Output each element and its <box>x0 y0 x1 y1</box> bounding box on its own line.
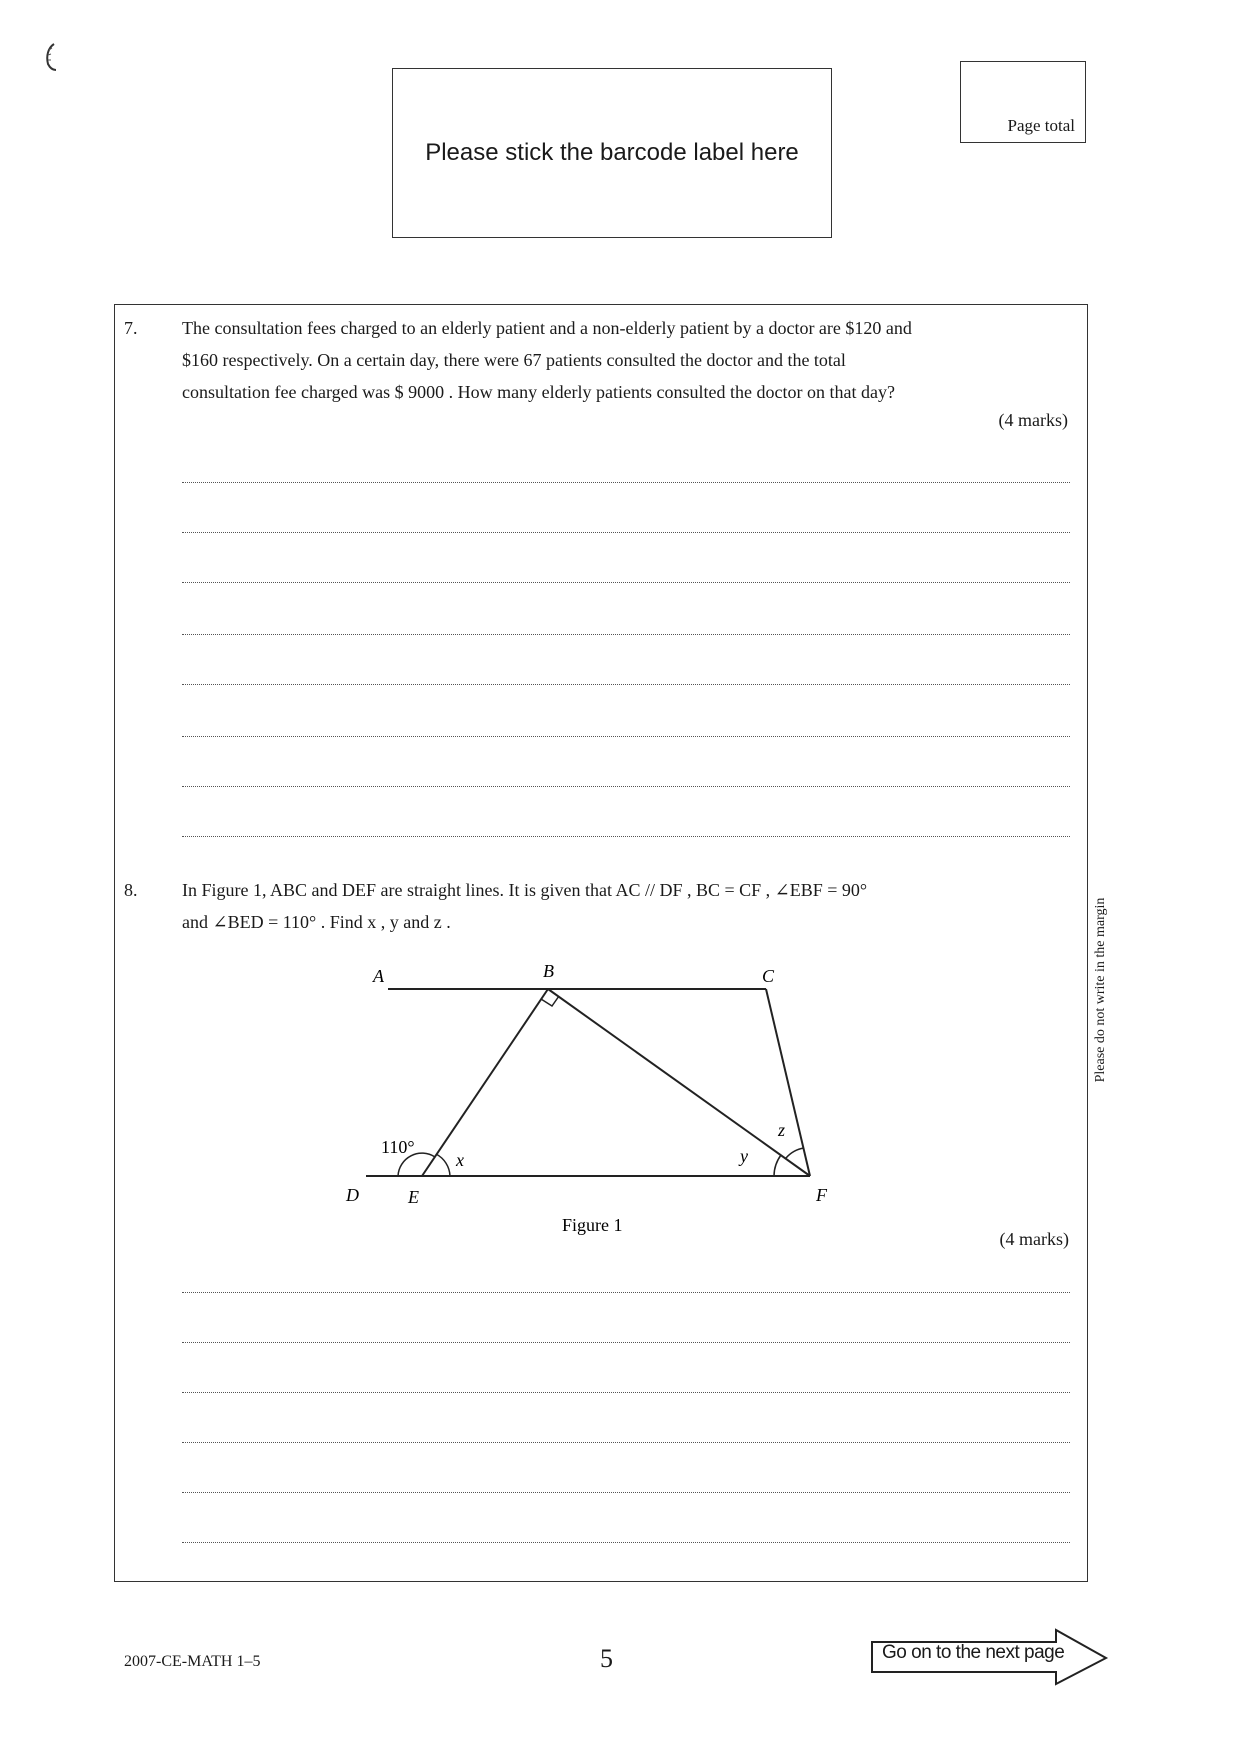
answer-line[interactable] <box>182 1392 1070 1393</box>
question-7-marks: (4 marks) <box>998 410 1068 430</box>
label-e: E <box>408 1187 419 1207</box>
answer-frame <box>114 304 1088 1582</box>
answer-line[interactable] <box>182 1342 1070 1343</box>
question-7-line-2: $160 respectively. On a certain day, there were 67 patients consulted the doctor and the total <box>182 350 846 370</box>
margin-note-text: Please do not write in the margin <box>1093 897 1108 1083</box>
question-7-line-1: The consultation fees charged to an elderly patient and a non-elderly patient by a doctor are $120 and <box>182 318 912 338</box>
right-angle-mark-b <box>541 996 559 1006</box>
scan-smudge <box>44 42 60 72</box>
angle-arc-x <box>436 1154 450 1176</box>
label-y: y <box>740 1146 748 1166</box>
page-total-box[interactable] <box>960 61 1086 143</box>
next-page-label: Go on to the next page <box>882 1642 1065 1663</box>
page-total-label: Page total <box>1007 116 1075 135</box>
label-z: z <box>778 1120 786 1140</box>
paper-code: 2007-CE-MATH 1–5 <box>124 1653 261 1670</box>
question-8-text <box>182 874 1070 938</box>
answer-line[interactable] <box>182 736 1070 737</box>
answer-line[interactable] <box>182 532 1070 533</box>
label-a: A <box>373 966 384 986</box>
label-c: C <box>762 966 775 986</box>
answer-line[interactable] <box>182 684 1070 685</box>
question-8-marks: (4 marks) <box>999 1229 1069 1249</box>
segment-bf <box>548 989 810 1176</box>
label-x: x <box>456 1150 464 1170</box>
question-7-number: 7. <box>124 318 138 338</box>
next-page-button[interactable] <box>870 1628 1110 1686</box>
figure-caption: Figure 1 <box>562 1215 623 1235</box>
answer-line[interactable] <box>182 1542 1070 1543</box>
answer-line[interactable] <box>182 1292 1070 1293</box>
answer-line[interactable] <box>182 482 1070 483</box>
answer-line[interactable] <box>182 836 1070 837</box>
question-8-number: 8. <box>124 880 138 900</box>
angle-arc-z <box>786 1148 804 1158</box>
answer-line[interactable] <box>182 582 1070 583</box>
question-8-line-1: In Figure 1, ABC and DEF are straight lines. It is given that AC // DF , BC = CF , ∠EBF = 90° <box>182 880 868 900</box>
page-number: 5 <box>600 1644 613 1673</box>
barcode-label-text: Please stick the barcode label here <box>425 139 799 166</box>
label-110-degrees: 110° <box>381 1137 415 1157</box>
answer-line[interactable] <box>182 1442 1070 1443</box>
question-7-line-3: consultation fee charged was $ 9000 . How many elderly patients consulted the doctor on that day? <box>182 382 895 402</box>
label-b: B <box>543 961 554 981</box>
label-f: F <box>816 1185 827 1205</box>
figure-1 <box>330 955 860 1240</box>
question-7-text <box>182 312 1070 408</box>
answer-line[interactable] <box>182 634 1070 635</box>
angle-arc-y <box>774 1155 781 1176</box>
label-d: D <box>346 1185 359 1205</box>
answer-line[interactable] <box>182 1492 1070 1493</box>
question-8-line-2: and ∠BED = 110° . Find x , y and z . <box>182 912 451 932</box>
segment-be <box>422 989 548 1176</box>
barcode-label-box <box>392 68 832 238</box>
answer-line[interactable] <box>182 786 1070 787</box>
